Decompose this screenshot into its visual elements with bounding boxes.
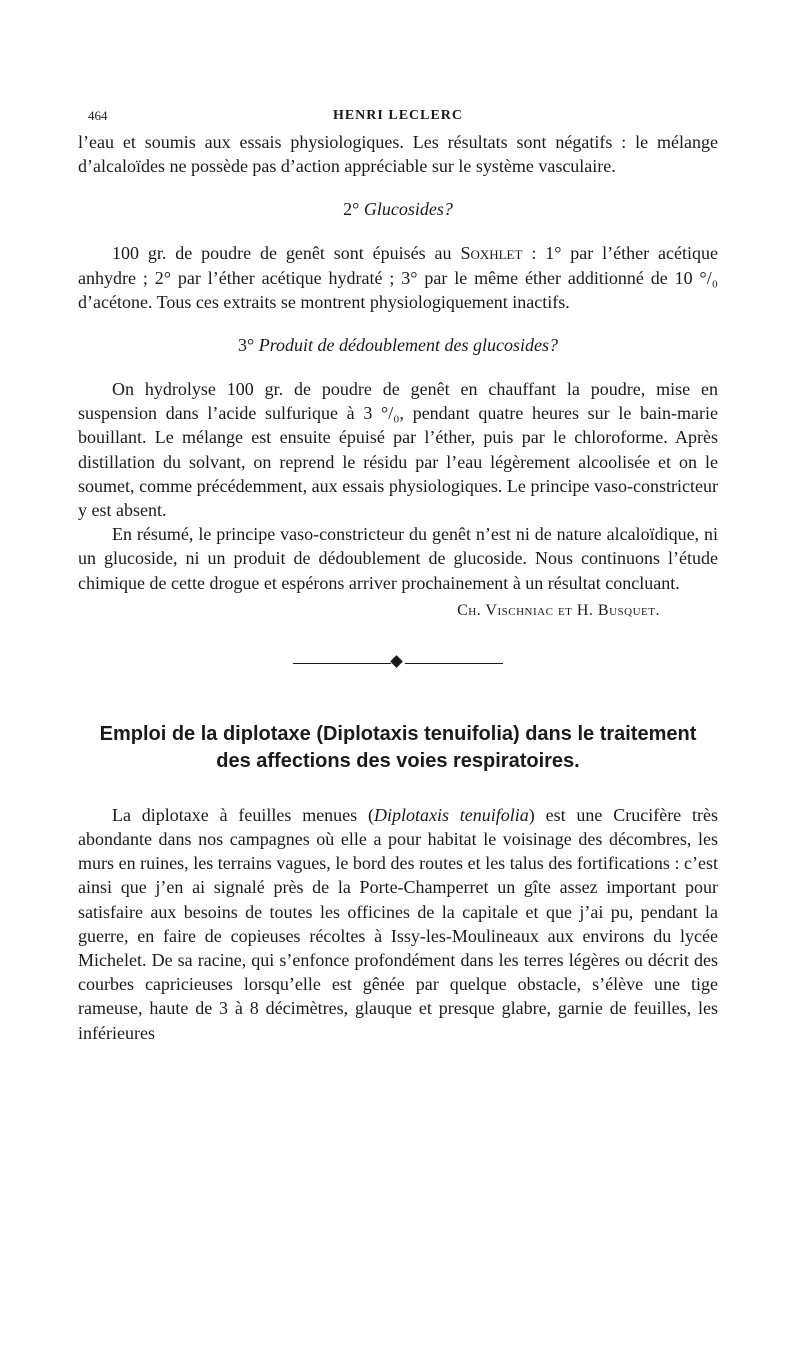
- section-divider-ornament: [293, 653, 503, 673]
- article-title: [78, 721, 718, 775]
- section-number: 2°: [343, 199, 360, 220]
- divider-line: [293, 663, 391, 664]
- diamond-icon: [390, 655, 403, 668]
- signature: Ch. Vischniac et H. Busquet.: [457, 601, 660, 619]
- section-title: Produit de dédoublement des glucosides?: [258, 335, 558, 356]
- paragraph-soxhlet: [78, 241, 718, 314]
- article-title-line: des affections des voies respiratoires.: [216, 749, 580, 772]
- text-run: ) est une Crucifère très abondante dans nos campagnes où elle a pour habitat le voisinage des décombres, les murs en ruines, les terrains vagues, le bord des routes et les talus des fortifications : c’est ainsi que j’en ai signalé près de la Porte-Champerret un gîte assez important pour satisfaire aux besoins de toutes les officines de la capitale et que j’ai pu, pendant la guerre, en faire de copieuses récoltes à Issy-les-Moulineaux aux environs du lycée Michelet. De sa racine, qui s’enfonce profondément dans les terres légères ou décrit des courbes capricieuses lorsqu’elle est gênée par quelque obstacle, s’élève une tige rameuse, haute de 3 à 8 décimètres, glauque et presque glabre, garnie de feuilles, les inférieures: [78, 804, 718, 1043]
- article-title-line: Emploi de la diplotaxe (Diplotaxis tenuifolia) dans le traitement: [99, 722, 697, 745]
- running-head: [78, 104, 718, 130]
- page: [78, 104, 718, 1045]
- paragraph-resume: En résumé, le principe vaso-constricteur du genêt n’est ni de nature alcaloïdique, ni un glucoside, ni un produit de dédoublement de glucoside. Nous continuons l’étude chimique de cette drogue et espérons arriver prochainement à un résultat concluant.: [78, 524, 718, 593]
- section-heading-dedoublement: [78, 333, 718, 357]
- divider-line: [405, 663, 503, 664]
- author-name: Soxhlet: [460, 243, 523, 264]
- section-number: 3°: [238, 335, 255, 356]
- text-run: La diplotaxe à feuilles menues (: [112, 804, 374, 825]
- paragraph-hydrolyse: On hydrolyse 100 gr. de poudre de genêt en chauffant la poudre, mise en suspension dans l’acide sulfurique à 3 °/₀, pendant quatre heures sur le bain-marie bouillant. Le mélange est ensuite épuisé par l’éther, puis par le chloroforme. Après distillation du solvant, on reprend le résidu par l’eau légèrement alcoolisée et on le soumet, comme précédemment, aux essais physiologiques. Le principe vaso-constricteur y est absent.: [78, 379, 718, 521]
- paragraph-diplotaxe: [78, 803, 718, 1045]
- latin-name: Diplotaxis tenuifolia: [373, 804, 529, 825]
- text-run: 100 gr. de poudre de genêt sont épuisés au: [112, 243, 461, 264]
- paragraph-continuation: l’eau et soumis aux essais physiologiques. Les résultats sont négatifs : le mélange d’alcaloïdes ne possède pas d’action appréciable sur le système vasculaire.: [78, 132, 718, 177]
- page-number: 464: [88, 108, 108, 123]
- section-heading-glucosides: [78, 197, 718, 221]
- text-run: : 1° par l’éther acétique anhydre ; 2° par l’éther acétique hydraté ; 3° par le même éther additionné de 10 °/₀ d’acétone. Tous ces extraits se montrent physiologiquement inactifs.: [78, 243, 718, 312]
- section-title: Glucosides?: [363, 199, 453, 220]
- running-title: HENRI LECLERC: [332, 108, 464, 123]
